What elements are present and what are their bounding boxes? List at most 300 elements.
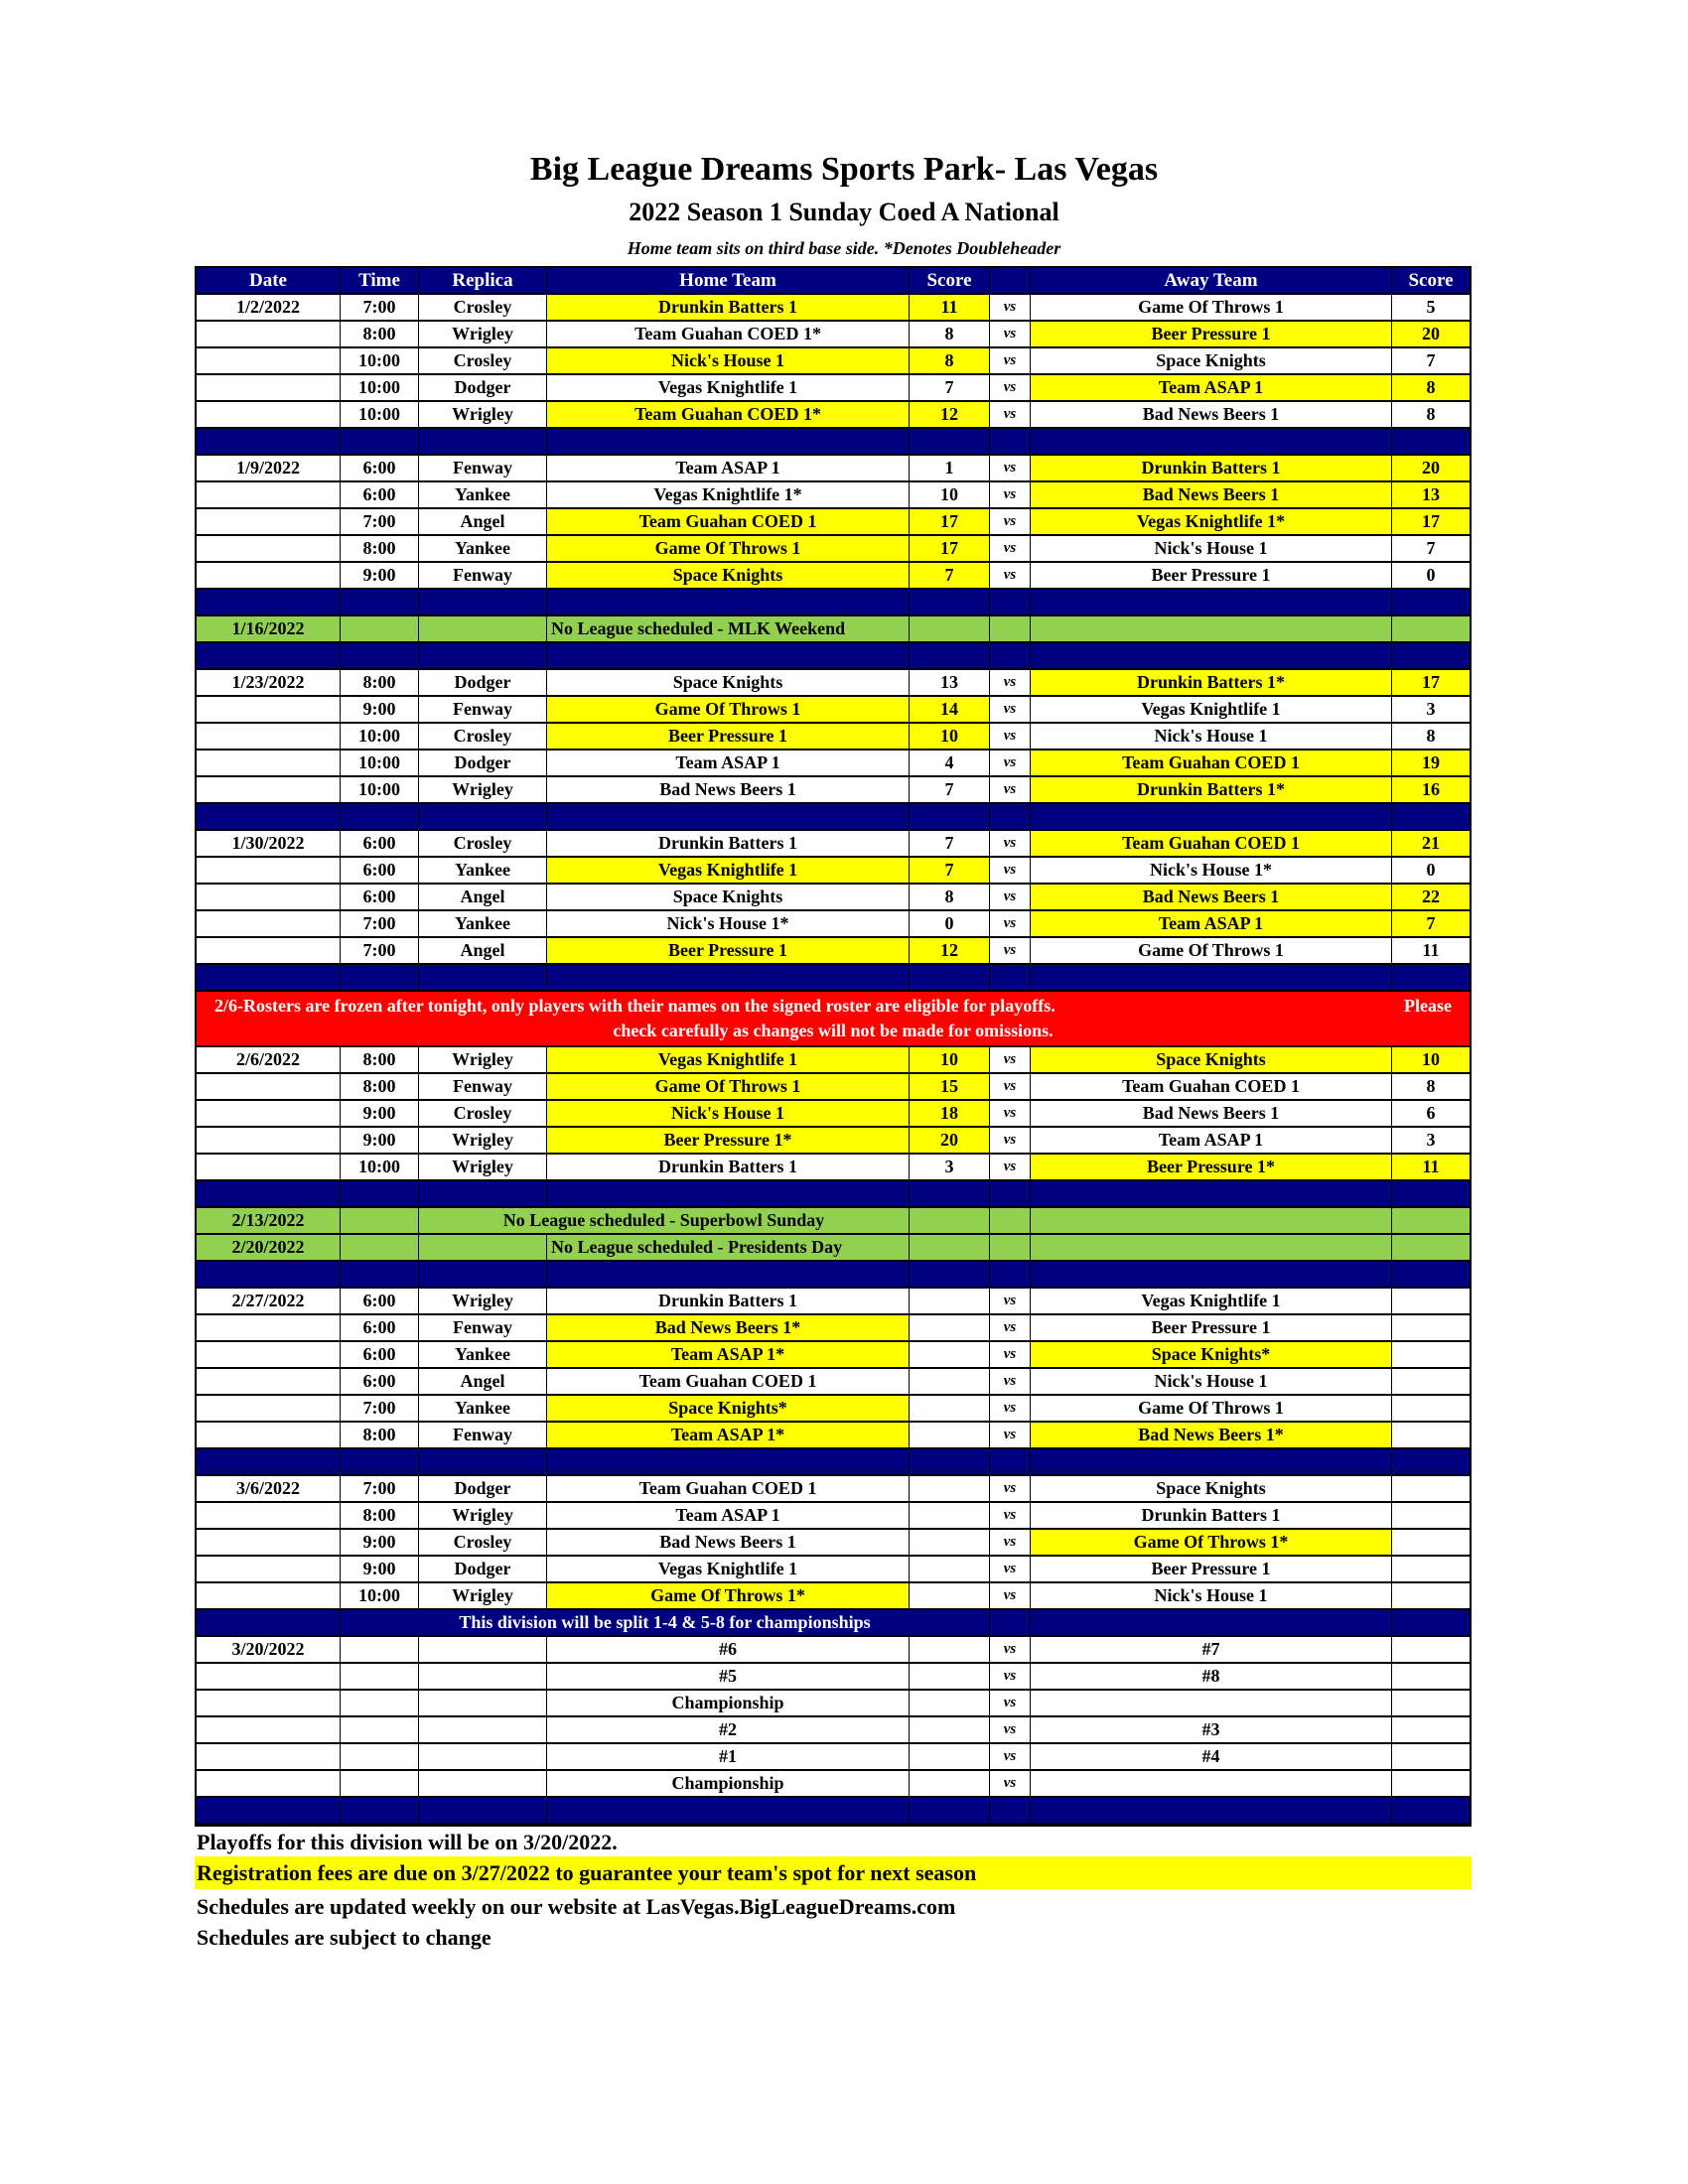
home-team-cell: #2 [547,1717,910,1744]
home-score-cell: 10 [910,1047,990,1074]
week-separator [197,965,1470,992]
home-team-cell: Beer Pressure 1 [547,938,910,965]
date-cell: 2/13/2022 [197,1208,341,1235]
replica-field-cell: Dodger [419,1557,547,1583]
vs-label: vs [990,509,1031,536]
separator-cell [197,1449,341,1476]
replica-field-cell: Crosley [419,1101,547,1128]
replica-field-cell: Yankee [419,536,547,563]
separator-cell [1392,1798,1470,1825]
replica-field-cell: Crosley [419,295,547,322]
replica-field-cell: Crosley [419,724,547,751]
away-team-cell: Vegas Knightlife 1* [1031,509,1392,536]
away-score-cell: 21 [1392,831,1470,858]
home-score-cell [910,1583,990,1610]
game-row [197,1717,1470,1744]
replica-field-cell [419,1771,547,1798]
vs-label: vs [990,1476,1031,1503]
home-score-cell [910,1717,990,1744]
away-team-cell: Game Of Throws 1 [1031,938,1392,965]
separator-cell [419,1798,547,1825]
time-cell: 9:00 [341,697,419,724]
vs-label: vs [990,1744,1031,1771]
game-row [197,724,1470,751]
time-cell: 9:00 [341,1101,419,1128]
home-score-cell: 7 [910,777,990,804]
time-cell: 7:00 [341,295,419,322]
time-cell [341,616,419,643]
col-home-score: Score [910,268,990,295]
replica-field-cell: Wrigley [419,777,547,804]
vs-label: vs [990,885,1031,911]
game-row [197,831,1470,858]
time-cell: 6:00 [341,858,419,885]
banner-cell [1392,1610,1470,1637]
replica-field-cell: Yankee [419,911,547,938]
time-cell: 6:00 [341,885,419,911]
date-cell: 1/2/2022 [197,295,341,322]
separator-cell [1031,1798,1392,1825]
replica-field-cell: Wrigley [419,1155,547,1181]
replica-field-cell: Dodger [419,375,547,402]
website-note: Schedules are updated weekly on our website at LasVegas.BigLeagueDreams.com [197,1894,956,1919]
date-cell [197,885,341,911]
separator-cell [341,1262,419,1289]
no-league-text: No League scheduled - Superbowl Sunday [419,1208,910,1235]
away-score-cell: 5 [1392,295,1470,322]
game-row [197,563,1470,590]
score-cell [1392,1208,1470,1235]
registration-note: Registration fees are due on 3/27/2022 to guarantee your team's spot for next season [195,1856,1472,1889]
separator-cell [419,429,547,456]
vs-label: vs [990,1717,1031,1744]
separator-cell [1392,804,1470,831]
separator-cell [1392,590,1470,616]
separator-cell [910,1798,990,1825]
time-cell [341,1664,419,1691]
away-team-cell: Drunkin Batters 1* [1031,670,1392,697]
home-score-cell: 17 [910,509,990,536]
vs-label: vs [990,724,1031,751]
home-score-cell [910,1342,990,1369]
vs-label: vs [990,751,1031,777]
away-team-cell: Bad News Beers 1 [1031,482,1392,509]
game-row [197,1315,1470,1342]
home-score-cell: 18 [910,1101,990,1128]
separator-cell [910,965,990,992]
date-cell [197,858,341,885]
vs-label: vs [990,563,1031,590]
home-team-cell: Team ASAP 1* [547,1423,910,1449]
home-team-cell: Team Guahan COED 1 [547,1369,910,1396]
change-note: Schedules are subject to change [197,1925,492,1950]
vs-label: vs [990,1583,1031,1610]
time-cell [341,1208,419,1235]
home-score-cell: 7 [910,375,990,402]
vs-label: vs [990,1047,1031,1074]
replica-field-cell: Fenway [419,1315,547,1342]
game-row [197,375,1470,402]
away-score-cell [1392,1664,1470,1691]
game-row [197,1557,1470,1583]
vs-label: vs [990,1771,1031,1798]
away-score-cell [1392,1691,1470,1717]
separator-cell [547,590,910,616]
away-score-cell: 20 [1392,322,1470,348]
vs-label: vs [990,777,1031,804]
away-cell [1031,1208,1392,1235]
date-cell [197,375,341,402]
time-cell: 8:00 [341,1047,419,1074]
away-score-cell [1392,1771,1470,1798]
away-team-cell: Team ASAP 1 [1031,1128,1392,1155]
time-cell: 8:00 [341,1423,419,1449]
away-score-cell: 22 [1392,885,1470,911]
home-team-cell: Drunkin Batters 1 [547,831,910,858]
away-score-cell: 0 [1392,858,1470,885]
separator-cell [990,965,1031,992]
separator-cell [197,804,341,831]
separator-cell [547,429,910,456]
vs-label: vs [990,831,1031,858]
separator-cell [341,1449,419,1476]
week-separator [197,804,1470,831]
separator-cell [990,804,1031,831]
away-score-cell: 20 [1392,456,1470,482]
home-team-cell: Space Knights [547,563,910,590]
date-cell [197,563,341,590]
time-cell: 7:00 [341,1476,419,1503]
date-cell: 1/23/2022 [197,670,341,697]
date-cell [197,1369,341,1396]
time-cell: 9:00 [341,563,419,590]
replica-field-cell: Yankee [419,1396,547,1423]
time-cell [341,1744,419,1771]
away-score-cell: 7 [1392,348,1470,375]
game-row [197,1583,1470,1610]
game-row [197,1074,1470,1101]
home-team-cell: Team Guahan COED 1* [547,402,910,429]
vs-label: vs [990,536,1031,563]
away-score-cell [1392,1583,1470,1610]
replica-field-cell: Wrigley [419,1289,547,1315]
separator-cell [341,429,419,456]
date-cell [197,1530,341,1557]
separator-cell [1031,590,1392,616]
date-cell [197,1396,341,1423]
vs-label: vs [990,482,1031,509]
home-team-cell: Space Knights [547,670,910,697]
separator-cell [341,643,419,670]
banner-text: This division will be split 1-4 & 5-8 for championships [341,1610,990,1637]
away-team-cell: #3 [1031,1717,1392,1744]
time-cell: 10:00 [341,402,419,429]
col-time: Time [341,268,419,295]
date-cell [197,1101,341,1128]
away-cell [1031,616,1392,643]
home-score-cell [910,1637,990,1664]
time-cell [341,1637,419,1664]
vs-label: vs [990,1074,1031,1101]
date-cell [197,724,341,751]
separator-cell [547,1181,910,1208]
home-score-cell [910,1530,990,1557]
away-score-cell [1392,1717,1470,1744]
home-score-cell [910,1664,990,1691]
home-score-cell: 7 [910,563,990,590]
separator-cell [1031,965,1392,992]
home-score-cell: 7 [910,831,990,858]
home-score-cell [910,1771,990,1798]
vs-label: vs [990,375,1031,402]
away-team-cell: Drunkin Batters 1 [1031,1503,1392,1530]
away-team-cell: Drunkin Batters 1* [1031,777,1392,804]
away-score-cell: 17 [1392,670,1470,697]
separator-cell [419,1262,547,1289]
replica-field-cell: Yankee [419,482,547,509]
time-cell [341,1235,419,1262]
replica-field-cell: Wrigley [419,1047,547,1074]
date-cell [197,1691,341,1717]
home-score-cell: 10 [910,724,990,751]
separator-cell [990,429,1031,456]
away-team-cell: Team ASAP 1 [1031,911,1392,938]
separator-cell [1392,1181,1470,1208]
week-separator [197,1262,1470,1289]
away-score-cell [1392,1557,1470,1583]
time-cell: 6:00 [341,1369,419,1396]
home-team-cell: Vegas Knightlife 1 [547,375,910,402]
date-cell: 2/6/2022 [197,1047,341,1074]
week-separator [197,429,1470,456]
date-cell [197,402,341,429]
date-cell [197,1771,341,1798]
separator-cell [1031,1262,1392,1289]
home-score-cell [910,1369,990,1396]
home-score-cell: 8 [910,348,990,375]
separator-cell [419,965,547,992]
separator-cell [547,1262,910,1289]
home-team-cell: Game Of Throws 1 [547,697,910,724]
time-cell: 7:00 [341,938,419,965]
game-row [197,1047,1470,1074]
separator-cell [990,1449,1031,1476]
away-team-cell [1031,1691,1392,1717]
week-separator [197,590,1470,616]
separator-cell [547,804,910,831]
away-team-cell: Beer Pressure 1 [1031,563,1392,590]
game-row [197,1691,1470,1717]
week-separator [197,1798,1470,1825]
away-score-cell [1392,1476,1470,1503]
date-cell: 2/20/2022 [197,1235,341,1262]
replica-field-cell: Wrigley [419,1503,547,1530]
banner-cell [1031,1610,1392,1637]
away-score-cell: 11 [1392,1155,1470,1181]
away-score-cell: 16 [1392,777,1470,804]
date-cell [197,1315,341,1342]
game-row [197,1289,1470,1315]
schedule-table [195,266,1472,1827]
home-team-cell: #5 [547,1664,910,1691]
away-team-cell: Team ASAP 1 [1031,375,1392,402]
time-cell [341,1691,419,1717]
vs-label: vs [990,1128,1031,1155]
away-team-cell: Game Of Throws 1 [1031,1396,1392,1423]
game-row [197,885,1470,911]
home-team-cell: Drunkin Batters 1 [547,1289,910,1315]
time-cell: 9:00 [341,1557,419,1583]
vs-label: vs [990,1530,1031,1557]
date-cell: 3/20/2022 [197,1637,341,1664]
vs-label: vs [990,911,1031,938]
away-team-cell: #8 [1031,1664,1392,1691]
away-team-cell: Nick's House 1* [1031,858,1392,885]
score-cell [1392,616,1470,643]
game-row [197,536,1470,563]
vs-label: vs [990,1423,1031,1449]
separator-cell [197,1181,341,1208]
vs-label: vs [990,295,1031,322]
replica-field-cell: Fenway [419,1423,547,1449]
away-team-cell: Bad News Beers 1 [1031,1101,1392,1128]
separator-cell [1031,643,1392,670]
home-score-cell: 1 [910,456,990,482]
home-team-cell: #1 [547,1744,910,1771]
vs-label: vs [990,858,1031,885]
time-cell: 6:00 [341,1315,419,1342]
home-team-cell: Vegas Knightlife 1 [547,1047,910,1074]
game-row [197,1101,1470,1128]
home-team-cell: Vegas Knightlife 1 [547,858,910,885]
separator-cell [419,1449,547,1476]
replica-field-cell: Fenway [419,456,547,482]
away-team-cell: Beer Pressure 1* [1031,1155,1392,1181]
separator-cell [990,590,1031,616]
away-score-cell [1392,1744,1470,1771]
vs-label: vs [990,938,1031,965]
game-row [197,938,1470,965]
game-row [197,1744,1470,1771]
notice-line-1: 2/6-Rosters are frozen after tonight, only players with their names on the signed roster are eligible for playoffs. [214,996,1055,1016]
replica-field-cell [419,1637,547,1664]
away-score-cell: 0 [1392,563,1470,590]
away-team-cell: Space Knights [1031,348,1392,375]
replica-field-cell: Fenway [419,563,547,590]
time-cell: 10:00 [341,1155,419,1181]
replica-field-cell: Angel [419,1369,547,1396]
time-cell: 8:00 [341,1074,419,1101]
separator-cell [1031,1181,1392,1208]
time-cell: 7:00 [341,911,419,938]
home-team-cell: Team ASAP 1* [547,1342,910,1369]
date-cell [197,1557,341,1583]
away-team-cell: Nick's House 1 [1031,1583,1392,1610]
away-team-cell: #7 [1031,1637,1392,1664]
date-cell [197,1744,341,1771]
away-score-cell: 7 [1392,536,1470,563]
home-team-cell: Team Guahan COED 1* [547,322,910,348]
separator-cell [547,1449,910,1476]
time-cell: 9:00 [341,1128,419,1155]
away-score-cell: 8 [1392,375,1470,402]
home-score-cell [910,1476,990,1503]
game-row [197,911,1470,938]
game-row [197,1476,1470,1503]
game-row [197,1664,1470,1691]
home-score-cell [910,1691,990,1717]
separator-cell [910,1449,990,1476]
date-cell [197,751,341,777]
separator-cell [910,643,990,670]
home-team-cell: Vegas Knightlife 1 [547,1557,910,1583]
away-team-cell: Bad News Beers 1 [1031,885,1392,911]
home-team-cell: Team ASAP 1 [547,1503,910,1530]
home-team-cell: Nick's House 1 [547,1101,910,1128]
replica-cell [419,616,547,643]
separator-cell [197,643,341,670]
table-header [197,268,1470,295]
away-team-cell: Vegas Knightlife 1 [1031,697,1392,724]
vs-label: vs [990,1289,1031,1315]
separator-cell [341,1181,419,1208]
game-row [197,1637,1470,1664]
separator-cell [547,643,910,670]
home-team-cell: Beer Pressure 1* [547,1128,910,1155]
replica-field-cell: Yankee [419,858,547,885]
home-score-cell: 8 [910,885,990,911]
away-score-cell [1392,1530,1470,1557]
away-score-cell [1392,1342,1470,1369]
away-team-cell: Team Guahan COED 1 [1031,751,1392,777]
home-score-cell: 3 [910,1155,990,1181]
vs-cell [990,616,1031,643]
time-cell: 10:00 [341,375,419,402]
separator-cell [910,1181,990,1208]
away-score-cell: 7 [1392,911,1470,938]
away-cell [1031,1235,1392,1262]
away-score-cell: 8 [1392,724,1470,751]
home-score-cell [910,1423,990,1449]
home-score-cell: 13 [910,670,990,697]
home-score-cell: 0 [910,911,990,938]
home-score-cell [910,1289,990,1315]
col-replica: Replica [419,268,547,295]
date-cell [197,1155,341,1181]
game-row [197,1155,1470,1181]
away-score-cell: 3 [1392,1128,1470,1155]
banner-cell [197,1610,341,1637]
time-cell: 6:00 [341,482,419,509]
separator-cell [547,1798,910,1825]
time-cell: 8:00 [341,670,419,697]
home-team-cell: Game Of Throws 1 [547,536,910,563]
date-cell [197,1128,341,1155]
vs-label: vs [990,1101,1031,1128]
game-row [197,509,1470,536]
replica-field-cell [419,1717,547,1744]
away-team-cell: Game Of Throws 1* [1031,1530,1392,1557]
replica-field-cell [419,1744,547,1771]
notice-line-2: check carefully as changes will not be made for omissions. [613,1021,1054,1040]
home-score-cell [910,1503,990,1530]
time-cell: 8:00 [341,322,419,348]
date-cell: 1/9/2022 [197,456,341,482]
away-team-cell: Space Knights [1031,1476,1392,1503]
away-score-cell: 10 [1392,1047,1470,1074]
away-team-cell: Space Knights* [1031,1342,1392,1369]
score-cell [910,1235,990,1262]
